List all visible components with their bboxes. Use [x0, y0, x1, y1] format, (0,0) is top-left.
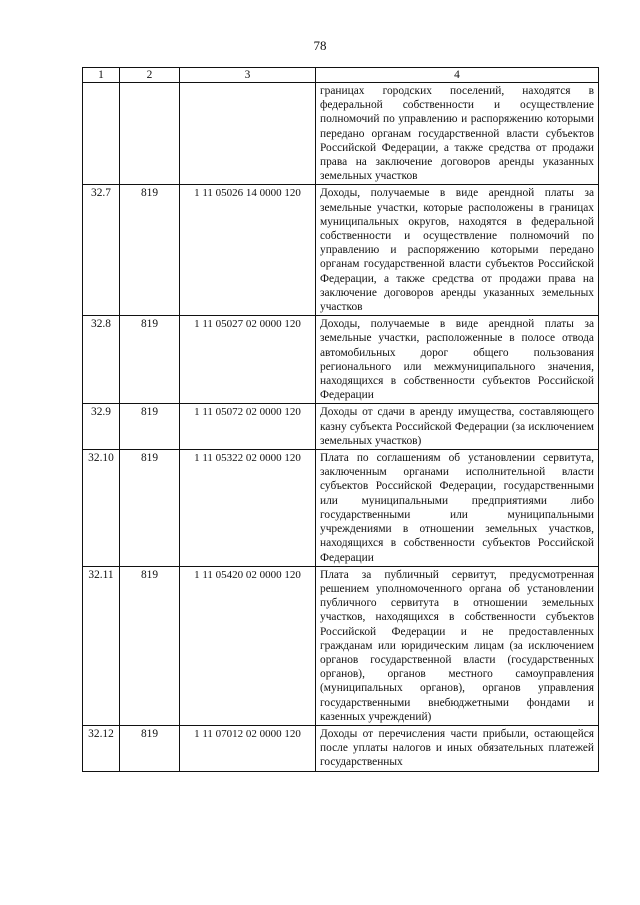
row-admin-code: 819 [120, 566, 180, 725]
row-admin-code: 819 [120, 185, 180, 316]
row-admin-code: 819 [120, 450, 180, 567]
row-number: 32.10 [83, 450, 120, 567]
row-description: Доходы от сдачи в аренду имущества, составляющего казну субъекта Российской Федерации (за исключением земельных участков) [316, 404, 599, 450]
table-row [83, 450, 599, 567]
row-budget-code: 1 11 05072 02 0000 120 [180, 404, 316, 450]
header-col-2: 2 [120, 68, 180, 83]
row-admin-code: 819 [120, 404, 180, 450]
row-number: 32.8 [83, 316, 120, 404]
row-budget-code: 1 11 05322 02 0000 120 [180, 450, 316, 567]
table-row [83, 316, 599, 404]
row-description: Доходы, получаемые в виде арендной платы за земельные участки, которые расположены в границах муниципальных округов, находятся в федеральной собственности и осуществление полномочий по управлению и распоряжению которыми передано органам государственной власти субъектов Российской Федерации, а также средства от продажи права на заключение договоров аренды указанных земельных участков [316, 185, 599, 316]
table-row [83, 566, 599, 725]
row-budget-code [180, 83, 316, 185]
row-admin-code: 819 [120, 316, 180, 404]
table-row [83, 83, 599, 185]
row-description: Плата по соглашениям об установлении сервитута, заключенным органами исполнительной власти субъектов Российской Федерации, государственными или муниципальными предприятиями либо государственными или муниципальными учреждениями в отношении земельных участков, находящихся в собственности субъектов Российской Федерации [316, 450, 599, 567]
row-number: 32.12 [83, 725, 120, 771]
row-budget-code: 1 11 05027 02 0000 120 [180, 316, 316, 404]
row-number: 32.7 [83, 185, 120, 316]
page-number: 78 [313, 38, 327, 53]
row-description: Доходы от перечисления части прибыли, остающейся после уплаты налогов и иных обязательных платежей государственных [316, 725, 599, 771]
row-description: границах городских поселений, находятся в федеральной собственности и осуществление полномочий по управлению и распоряжению которыми передано органам государственной власти субъектов Российской Федерации, а также средства от продажи права на заключение договоров аренды указанных земельных участков [316, 83, 599, 185]
row-budget-code: 1 11 07012 02 0000 120 [180, 725, 316, 771]
row-budget-code: 1 11 05026 14 0000 120 [180, 185, 316, 316]
row-number [83, 83, 120, 185]
row-admin-code [120, 83, 180, 185]
table-row [83, 404, 599, 450]
revenue-codes-table [82, 67, 599, 772]
table-row [83, 725, 599, 771]
row-number: 32.11 [83, 566, 120, 725]
header-col-4: 4 [316, 68, 599, 83]
row-description: Плата за публичный сервитут, предусмотренная решением уполномоченного органа об установлении публичного сервитута в отношении земельных участков, находящихся в собственности субъектов Российской Федерации и не предоставленных гражданам или юридическим лицам (за исключением органов государственной власти (государственных органов), органов местного самоуправления (муниципальных органов), органов управления государственными внебюджетными фондами и казенных учреждений) [316, 566, 599, 725]
row-description: Доходы, получаемые в виде арендной платы за земельные участки, расположенные в полосе отвода автомобильных дорог общего пользования регионального или межмуниципального значения, находящихся в собственности субъектов Российской Федерации [316, 316, 599, 404]
row-budget-code: 1 11 05420 02 0000 120 [180, 566, 316, 725]
row-number: 32.9 [83, 404, 120, 450]
header-col-3: 3 [180, 68, 316, 83]
row-admin-code: 819 [120, 725, 180, 771]
table-header-row [83, 68, 599, 83]
table-row [83, 185, 599, 316]
header-col-1: 1 [83, 68, 120, 83]
